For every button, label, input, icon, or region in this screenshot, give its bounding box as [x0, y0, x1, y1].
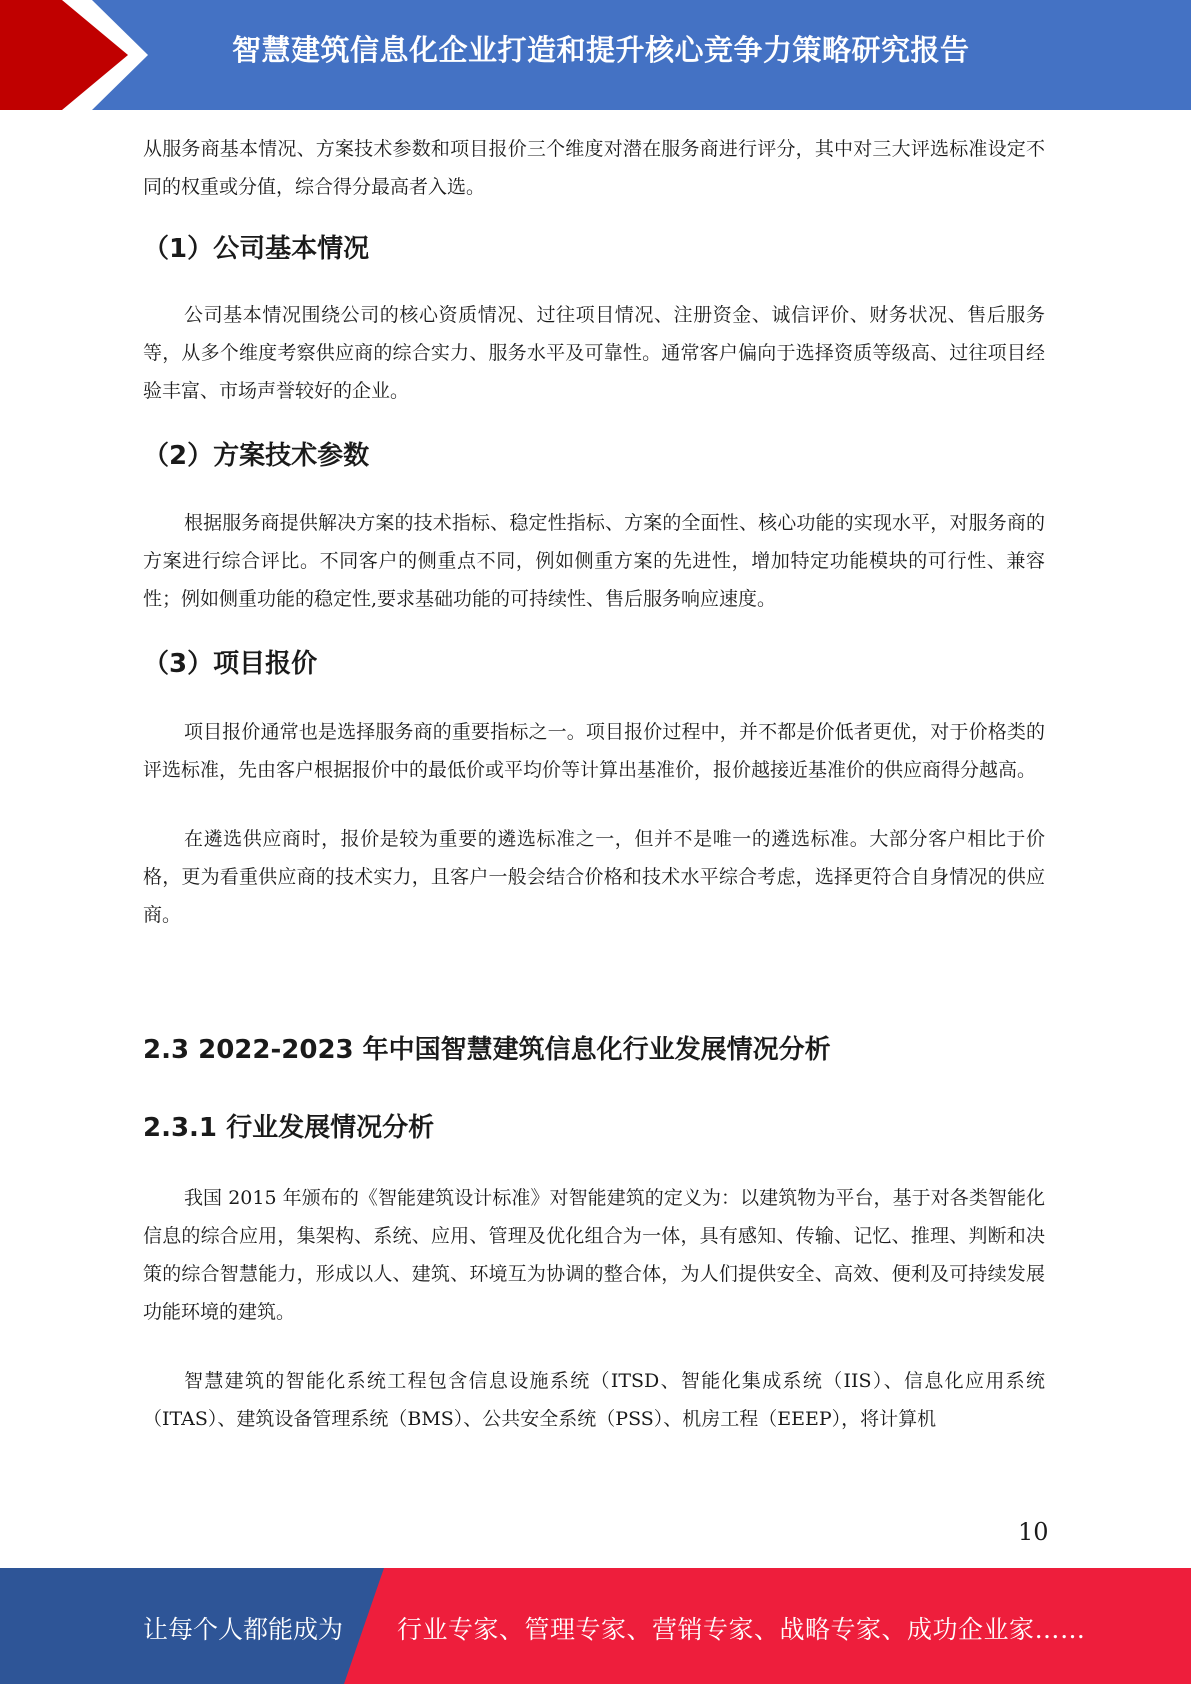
footer-slogan-left: 让每个人都能成为 [143, 1615, 344, 1644]
company-basics-paragraph: 公司基本情况围绕公司的核心资质情况、过往项目情况、注册资金、诚信评价、财务状况、售后服务等，从多个维度考察供应商的综合实力、服务水平及可靠性。通常客户偏向于选择资质等级高、过往项目经验丰富、市场声誉较好的企业。 [143, 304, 1045, 402]
section-heading-2-3: 2.3 2022-2023 年中国智慧建筑信息化行业发展情况分析 [143, 1035, 831, 1065]
section-heading-2-3-1: 2.3.1 行业发展情况分析 [143, 1113, 435, 1143]
page-footer [0, 1568, 1191, 1684]
subsection-heading-company-basics: （1）公司基本情况 [143, 234, 370, 264]
intro-paragraph: 从服务商基本情况、方案技术参数和项目报价三个维度对潜在服务商进行评分，其中对三大评选标准设定不同的权重或分值，综合得分最高者入选。 [143, 138, 1045, 198]
page-header [0, 0, 1191, 110]
smart-building-definition-paragraph: 我国 2015 年颁布的《智能建筑设计标准》对智能建筑的定义为：以建筑物为平台，基于对各类智能化信息的综合应用，集架构、系统、应用、管理及优化组合为一体，具有感知、传输、记忆、推理、判断和决策的综合智慧能力，形成以人、建筑、环境互为协调的整合体，为人们提供安全、高效、便利及可持续发展功能环境的建筑。 [143, 1187, 1045, 1323]
project-quote-paragraph-1: 项目报价通常也是选择服务商的重要指标之一。项目报价过程中，并不都是价低者更优，对于价格类的评选标准，先由客户根据报价中的最低价或平均价等计算出基准价，报价越接近基准价的供应商得分越高。 [143, 721, 1045, 781]
technical-parameters-paragraph: 根据服务商提供解决方案的技术指标、稳定性指标、方案的全面性、核心功能的实现水平，对服务商的方案进行综合评比。不同客户的侧重点不同，例如侧重方案的先进性，增加特定功能模块的可行性、兼容性；例如侧重功能的稳定性,要求基础功能的可持续性、售后服务响应速度。 [143, 512, 1045, 610]
subsection-heading-project-quote: （3）项目报价 [143, 649, 318, 679]
header-arrow-decoration [0, 0, 200, 110]
smart-building-systems-paragraph: 智慧建筑的智能化系统工程包含信息设施系统（ITSD、智能化集成系统（IIS）、信息化应用系统（ITAS）、建筑设备管理系统（BMS）、公共安全系统（PSS）、机房工程（EEEP），将计算机 [143, 1370, 1045, 1430]
report-title: 智慧建筑信息化企业打造和提升核心竞争力策略研究报告 [232, 33, 970, 67]
page-content [143, 130, 1045, 1438]
project-quote-paragraph-2: 在遴选供应商时，报价是较为重要的遴选标准之一，但并不是唯一的遴选标准。大部分客户相比于价格，更为看重供应商的技术实力，且客户一般会结合价格和技术水平综合考虑，选择更符合自身情况的供应商。 [143, 828, 1045, 926]
subsection-heading-technical-parameters: （2）方案技术参数 [143, 441, 370, 471]
page-number: 10 [1018, 1518, 1049, 1546]
footer-slogan-right: 行业专家、管理专家、营销专家、战略专家、成功企业家…… [397, 1615, 1086, 1644]
